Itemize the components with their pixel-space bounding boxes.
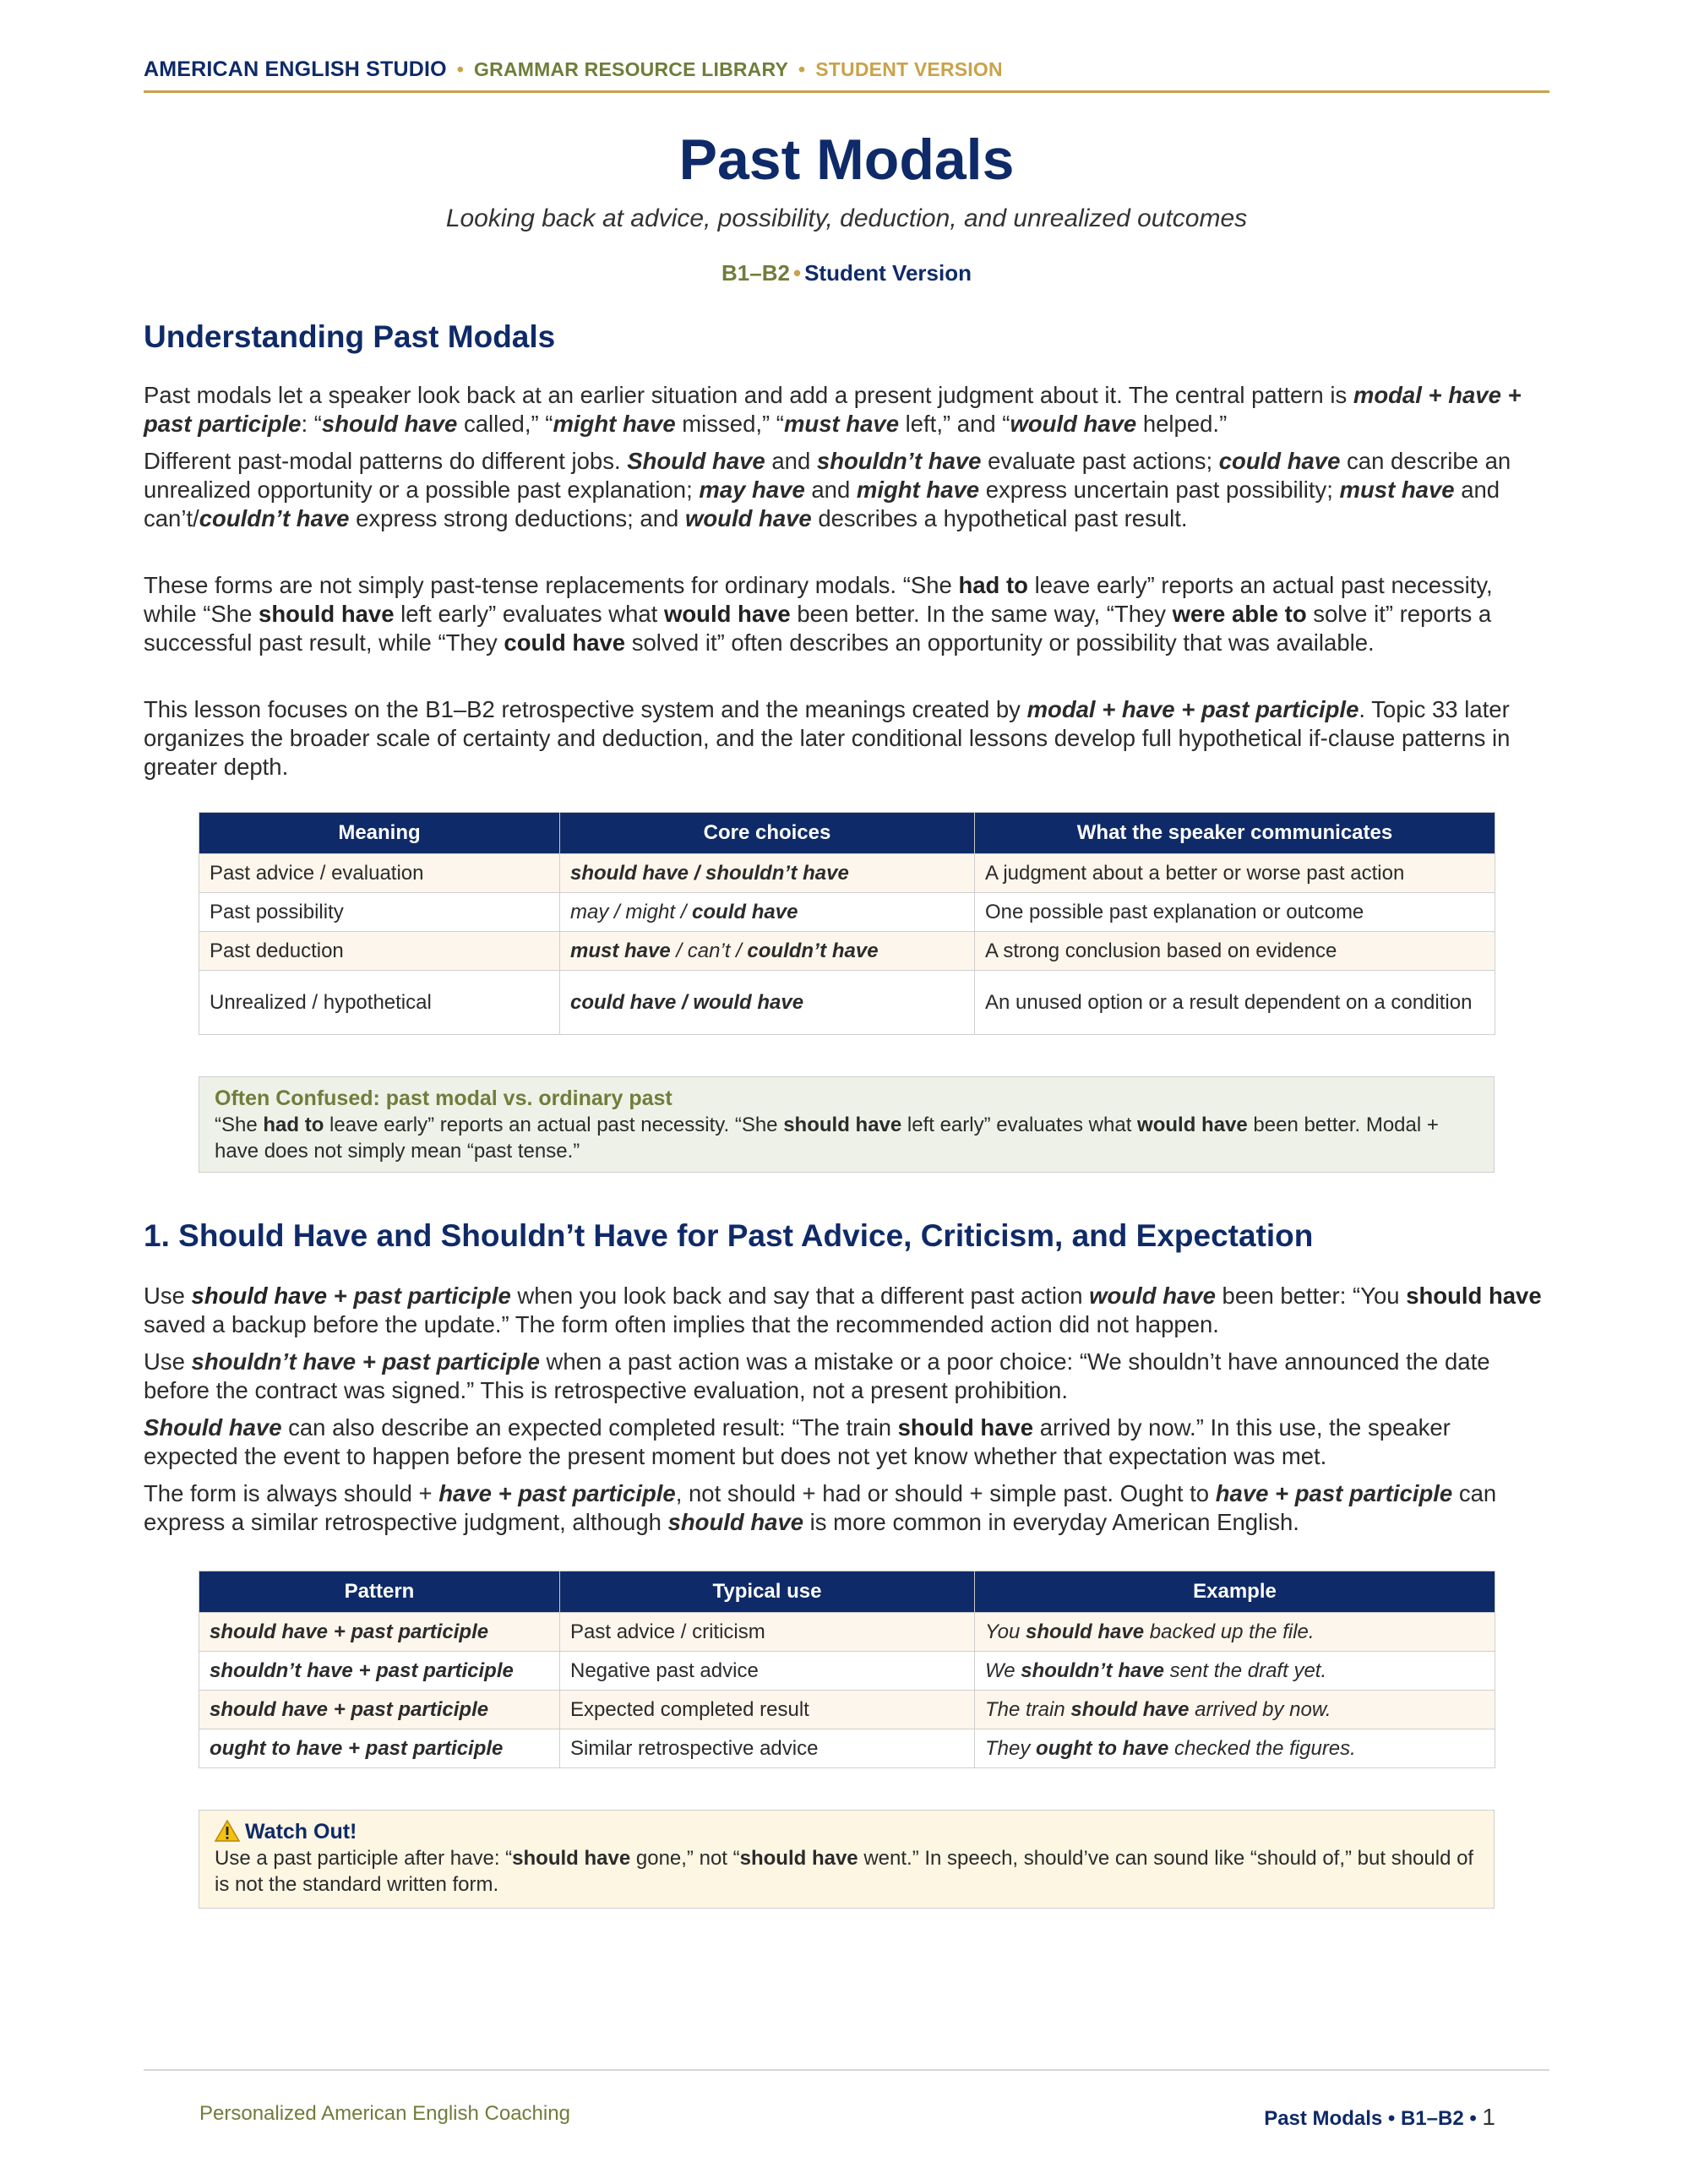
meaning-table: [199, 812, 1495, 1035]
table-cell: should have + past participle: [199, 1613, 560, 1652]
table-row: [199, 1729, 1495, 1768]
table-row: [199, 1691, 1495, 1729]
table-cell: The train should have arrived by now.: [975, 1691, 1495, 1729]
watch-out-callout: [199, 1810, 1495, 1909]
intro-paragraph-1: Past modals let a speaker look back at an earlier situation and add a present judgment about it. The central pattern is modal + have + past participle: “should have called,” “might have missed,” “must have left,” and “would have helped.”: [144, 382, 1522, 437]
column-header: Core choices: [560, 813, 975, 854]
column-header: Pattern: [199, 1571, 560, 1613]
table-cell: ought to have + past participle: [199, 1729, 560, 1768]
table-cell: One possible past explanation or outcome: [975, 893, 1495, 932]
library-name: GRAMMAR RESOURCE LIBRARY: [474, 58, 788, 80]
table-cell: We shouldn’t have sent the draft yet.: [975, 1652, 1495, 1691]
section-1-paragraph-2: Use shouldn’t have + past participle when a past action was a mistake or a poor choice: “We shouldn’t have announced the date before the contract was signed.” This is retrospective evaluation, not a present prohibition.: [144, 1348, 1490, 1403]
table-cell: An unused option or a result dependent on a condition: [975, 971, 1495, 1035]
callout-text: Use a past participle after have: “should have gone,” not “should have went.” In speech, should’ve can sound like “should of,” but should of is not the standard written form.: [215, 1847, 1474, 1896]
should-have-table: [199, 1571, 1495, 1768]
footer-rule: [144, 2069, 1549, 2071]
page-number: 1: [1482, 2104, 1495, 2130]
warning-icon: [215, 1820, 240, 1842]
table-row: [199, 893, 1495, 932]
table-cell: could have / would have: [560, 971, 975, 1035]
table-cell: Past deduction: [199, 932, 560, 971]
table-cell: They ought to have checked the figures.: [975, 1729, 1495, 1768]
table-cell: must have / can’t / couldn’t have: [560, 932, 975, 971]
table-cell: Past possibility: [199, 893, 560, 932]
page-title: Past Modals: [678, 128, 1015, 192]
table-cell: Expected completed result: [560, 1691, 975, 1729]
table-cell: Past advice / criticism: [560, 1613, 975, 1652]
callout-title: Often Confused: past modal vs. ordinary past: [215, 1087, 672, 1110]
often-confused-callout: [199, 1076, 1495, 1173]
table-row: [199, 932, 1495, 971]
intro-paragraph-2: Different past-modal patterns do different jobs. Should have and shouldn’t have evaluate past actions; could have can describe an unrealized opportunity or a possible past explanation; may have and might have express uncertain past possibility; must have and can’t/couldn’t have express strong deductions; and would have describes a hypothetical past result.: [144, 448, 1511, 531]
table-row: [199, 1652, 1495, 1691]
intro-heading: Understanding Past Modals: [144, 319, 556, 354]
intro-paragraph-3: These forms are not simply past-tense replacements for ordinary modals. “She had to leave early” reports an actual past necessity, while “She should have left early” evaluates what would have been better. In the same way, “They were able to solve it” reports a successful past result, while “They could have solved it” often describes an opportunity or possibility that was available.: [144, 572, 1493, 656]
column-header: What the speaker communicates: [975, 813, 1495, 854]
section-1-paragraph-3: Should have can also describe an expected completed result: “The train should have arrived by now.” In this use, the speaker expected the event to happen before the present moment but does not yet know whether that expectation was met.: [144, 1414, 1451, 1469]
footer-right: Past Modals • B1–B2 • 1: [1264, 2104, 1495, 2130]
column-header: Typical use: [560, 1571, 975, 1613]
page-subtitle: Looking back at advice, possibility, deduction, and unrealized outcomes: [445, 204, 1248, 232]
table-row: [199, 854, 1495, 893]
column-header: Meaning: [199, 813, 560, 854]
table-cell: A judgment about a better or worse past action: [975, 854, 1495, 893]
table-row: [199, 1613, 1495, 1652]
section-1-paragraph-4: The form is always should + have + past participle, not should + had or should + simple past. Ought to have + past participle can express a similar retrospective judgment, although should have is more common in everyday American English.: [144, 1480, 1497, 1535]
table-cell: Unrealized / hypothetical: [199, 971, 560, 1035]
table-cell: Similar retrospective advice: [560, 1729, 975, 1768]
section-1-heading: 1. Should Have and Shouldn’t Have for Past Advice, Criticism, and Expectation: [144, 1218, 1314, 1253]
footer-left: Personalized American English Coaching: [199, 2102, 570, 2125]
callout-title: Watch Out!: [245, 1820, 357, 1844]
table-cell: A strong conclusion based on evidence: [975, 932, 1495, 971]
table-cell: shouldn’t have + past participle: [199, 1652, 560, 1691]
version-label: STUDENT VERSION: [815, 58, 1003, 80]
table-cell: may / might / could have: [560, 893, 975, 932]
table-cell: Negative past advice: [560, 1652, 975, 1691]
level-badge: B1–B2 • Student Version: [721, 260, 972, 286]
table-cell: should have / shouldn’t have: [560, 854, 975, 893]
table-row: [199, 971, 1495, 1035]
table-header-row: [199, 813, 1495, 854]
document-page: [144, 0, 1549, 2184]
running-header: AMERICAN ENGLISH STUDIO • GRAMMAR RESOURCE LIBRARY • STUDENT VERSION: [144, 57, 1549, 93]
table-cell: Past advice / evaluation: [199, 854, 560, 893]
intro-paragraph-4: This lesson focuses on the B1–B2 retrospective system and the meanings created by modal + have + past participle. Topic 33 later organizes the broader scale of certainty and deduction, and the later conditional lessons develop full hypothetical if-clause patterns in greater depth.: [144, 696, 1511, 780]
callout-text: “She had to leave early” reports an actual past necessity. “She should have left early” evaluates what would have been better. Modal + have does not simply mean “past tense.”: [215, 1114, 1439, 1163]
section-1-paragraph-1: Use should have + past participle when you look back and say that a different past action would have been better: “You should have saved a backup before the update.” The form often implies that the recommended action did not happen.: [144, 1283, 1542, 1337]
table-cell: You should have backed up the file.: [975, 1613, 1495, 1652]
table-cell: should have + past participle: [199, 1691, 560, 1729]
brand-name: AMERICAN ENGLISH STUDIO: [144, 57, 447, 81]
table-header-row: [199, 1571, 1495, 1613]
column-header: Example: [975, 1571, 1495, 1613]
